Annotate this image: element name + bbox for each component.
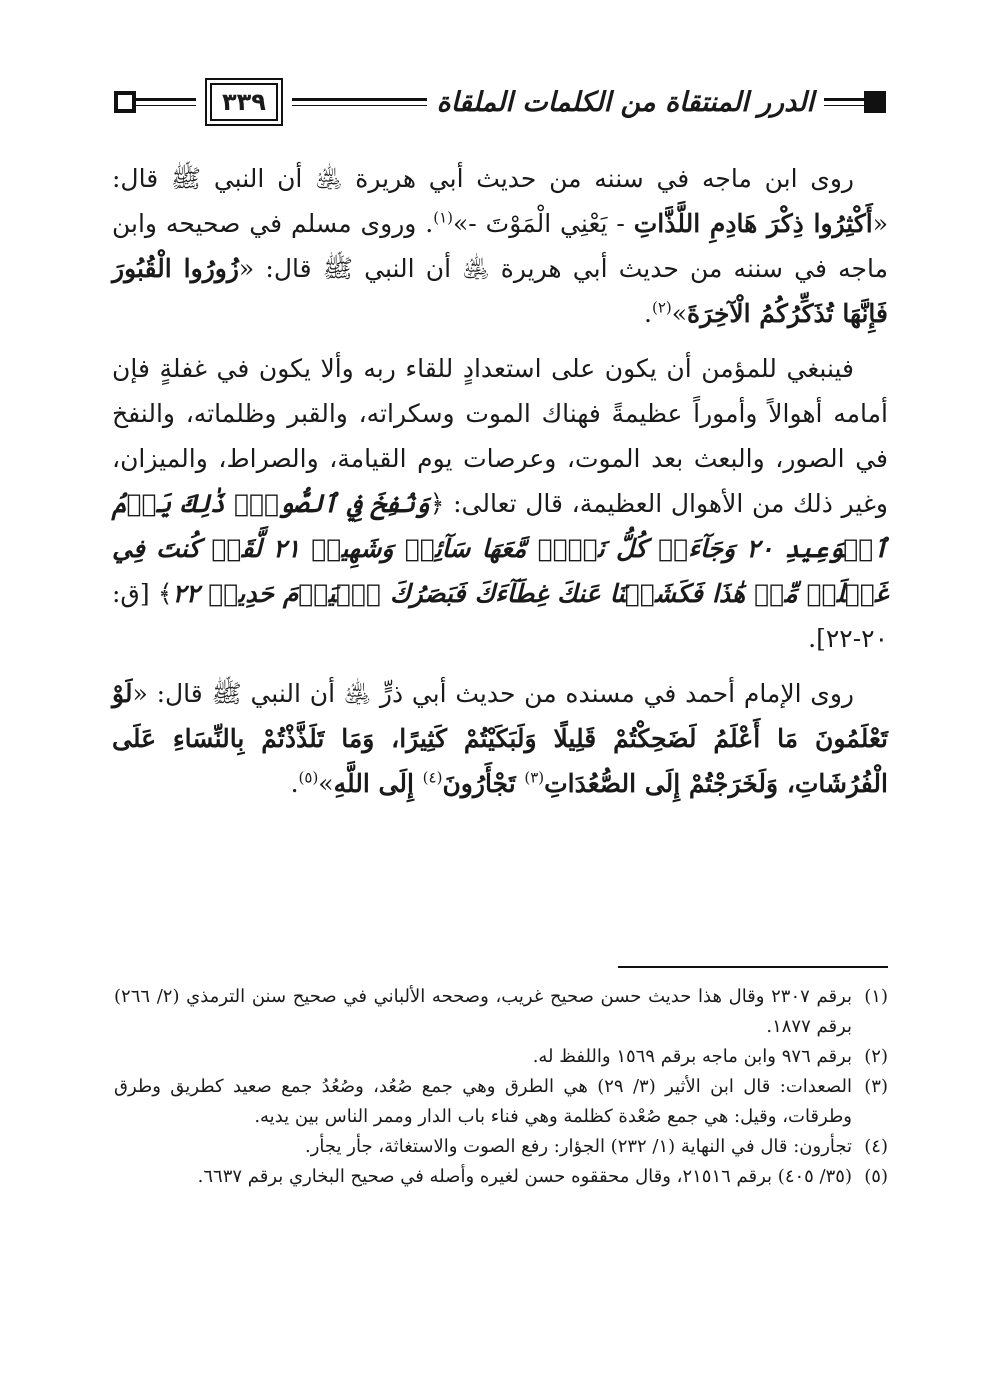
text-run: .: [290, 769, 299, 798]
paragraph: [112, 671, 888, 806]
footnote-text: (٣٥/ ٤٠٥) برقم ٢١٥١٦، وقال محققوه حسن لغيره وأصله في صحيح البخاري برقم ٦٦٣٧.: [197, 1166, 852, 1187]
hadith-quote: لَوْ تَعْلَمُونَ مَا أَعْلَمُ لَضَحِكْتُمْ قَلِيلًا وَلَبَكَيْتُمْ كَثِيرًا، وَمَا تَلَذَّذْتُمْ بِالنِّسَاءِ عَلَى الْفُرُشَاتِ، وَلَخَرَجْتُمْ إِلَى الصُّعُدَاتِ: [112, 679, 888, 798]
page-number: ٣٣٩: [210, 83, 278, 121]
header-square-ornament-right: [864, 91, 886, 113]
running-title: الدرر المنتقاة من الكلمات الملقاة: [436, 86, 814, 118]
hadith-quote: أَكْثِرُوا ذِكْرَ هَادِمِ اللَّذَّاتِ: [633, 209, 873, 238]
text-run: روى ابن ماجه في سننه من حديث أبي هريرة ﵁ أن النبي ﷺ قال: «: [112, 164, 888, 238]
footnote-text: تجأرون: قال في النهاية (١/ ٢٣٢) الجؤار: رفع الصوت والاستغاثة، جأر يجأر.: [305, 1136, 852, 1157]
paragraph: [112, 156, 888, 336]
footnote-number: (٥): [864, 1166, 888, 1187]
footnote-ref[interactable]: (١): [433, 208, 453, 227]
paragraph: [112, 346, 888, 661]
page-header: [114, 74, 886, 130]
footnote: [114, 1132, 888, 1162]
text-run: - يَعْنِي الْمَوْتَ -»: [453, 209, 634, 238]
footnote-number: (١): [864, 986, 888, 1007]
text-run: »: [671, 299, 688, 328]
footnote-ref[interactable]: (٣): [524, 768, 545, 787]
header-rule-left: [136, 98, 196, 106]
text-run: روى الإمام أحمد في مسنده من حديث أبي ذرٍّ ﵁ أن النبي ﷺ قال: «: [132, 679, 854, 708]
header-square-ornament-left: [114, 91, 136, 113]
header-rule-right: [824, 98, 864, 106]
header-rule-middle: [292, 98, 427, 106]
footnote-text: الصعدات: قال ابن الأثير (٣/ ٢٩) هي الطرق وهي جمع صُعُد، وصُعُدُ جمع صعيد كطريق وطرق وطرقات، وقيل: هي جمع صُعْدة كظلمة وهي فناء باب الدار وممر الناس بين يديه.: [114, 1076, 853, 1127]
main-text: [112, 156, 888, 816]
text-run: »: [318, 769, 334, 798]
footnote-text: برقم ٢٣٠٧ وقال هذا حديث حسن صحيح غريب، وصححه الألباني في صحيح سنن الترمذي (٢/ ٢٦٦) برقم ١٨٧٧.: [114, 986, 852, 1037]
footnote-number: (٢): [864, 1046, 888, 1067]
quran-verse: وَنُفِخَ فِي ٱلصُّورِۚ ذَٰلِكَ يَوۡمُ ٱلۡوَعِيدِ ٢٠ وَجَآءَتۡ كُلُّ نَفۡسٖ مَّعَهَا سَآئِقٞ وَشَهِيدٞ ٢١ لَّقَدۡ كُنتَ فِي غَفۡلَةٖ مِّنۡ هَٰذَا فَكَشَفۡنَا عَنكَ غِطَآءَكَ فَبَصَرُكَ ٱلۡيَوۡمَ حَدِيدٞ ٢٢: [112, 489, 888, 608]
footnote-text: برقم ٩٧٦ وابن ماجه برقم ١٥٦٩ واللفظ له.: [532, 1046, 852, 1067]
text-run: ﴾ [ق: ٢٠-٢٢].: [112, 579, 888, 653]
hadith-quote: إِلَى اللَّهِ: [333, 769, 423, 798]
text-run: .: [644, 299, 652, 328]
footnote-ref[interactable]: (٢): [651, 298, 672, 317]
footnote-number: (٤): [864, 1136, 888, 1157]
footnote-divider: [618, 966, 888, 968]
footnote: [114, 1042, 888, 1072]
text-run: فينبغي للمؤمن أن يكون على استعدادٍ للقاء ربه وألا يكون في غفلةٍ فإن أمامه أهوالاً وأموراً عظيمةً فهناك الموت وسكراته، والقبر وظلماته، والنفخ في الصور، والبعث بعد الموت، وعرصات يوم القيامة، والصراط، والميزان، وغير ذلك من الأهوال العظيمة، قال تعالى: ﴿: [112, 354, 889, 518]
footnote: [114, 1072, 888, 1132]
footnote: [114, 982, 888, 1042]
hadith-quote: تَجْأَرُونَ: [442, 769, 525, 798]
footnote: [114, 1162, 888, 1192]
hadith-quote: زُورُوا الْقُبُورَ فَإِنَّهَا تُذَكِّرُكُمُ الْآخِرَةَ: [112, 254, 888, 328]
footnote-ref[interactable]: (٥): [298, 768, 319, 787]
footnote-ref[interactable]: (٤): [422, 768, 443, 787]
footnote-number: (٣): [864, 1076, 888, 1097]
footnotes: [114, 982, 888, 1192]
text-run: . وروى مسلم في صحيحه وابن ماجه في سننه من حديث أبي هريرة ﵁ أن النبي ﷺ قال: «: [112, 209, 888, 283]
